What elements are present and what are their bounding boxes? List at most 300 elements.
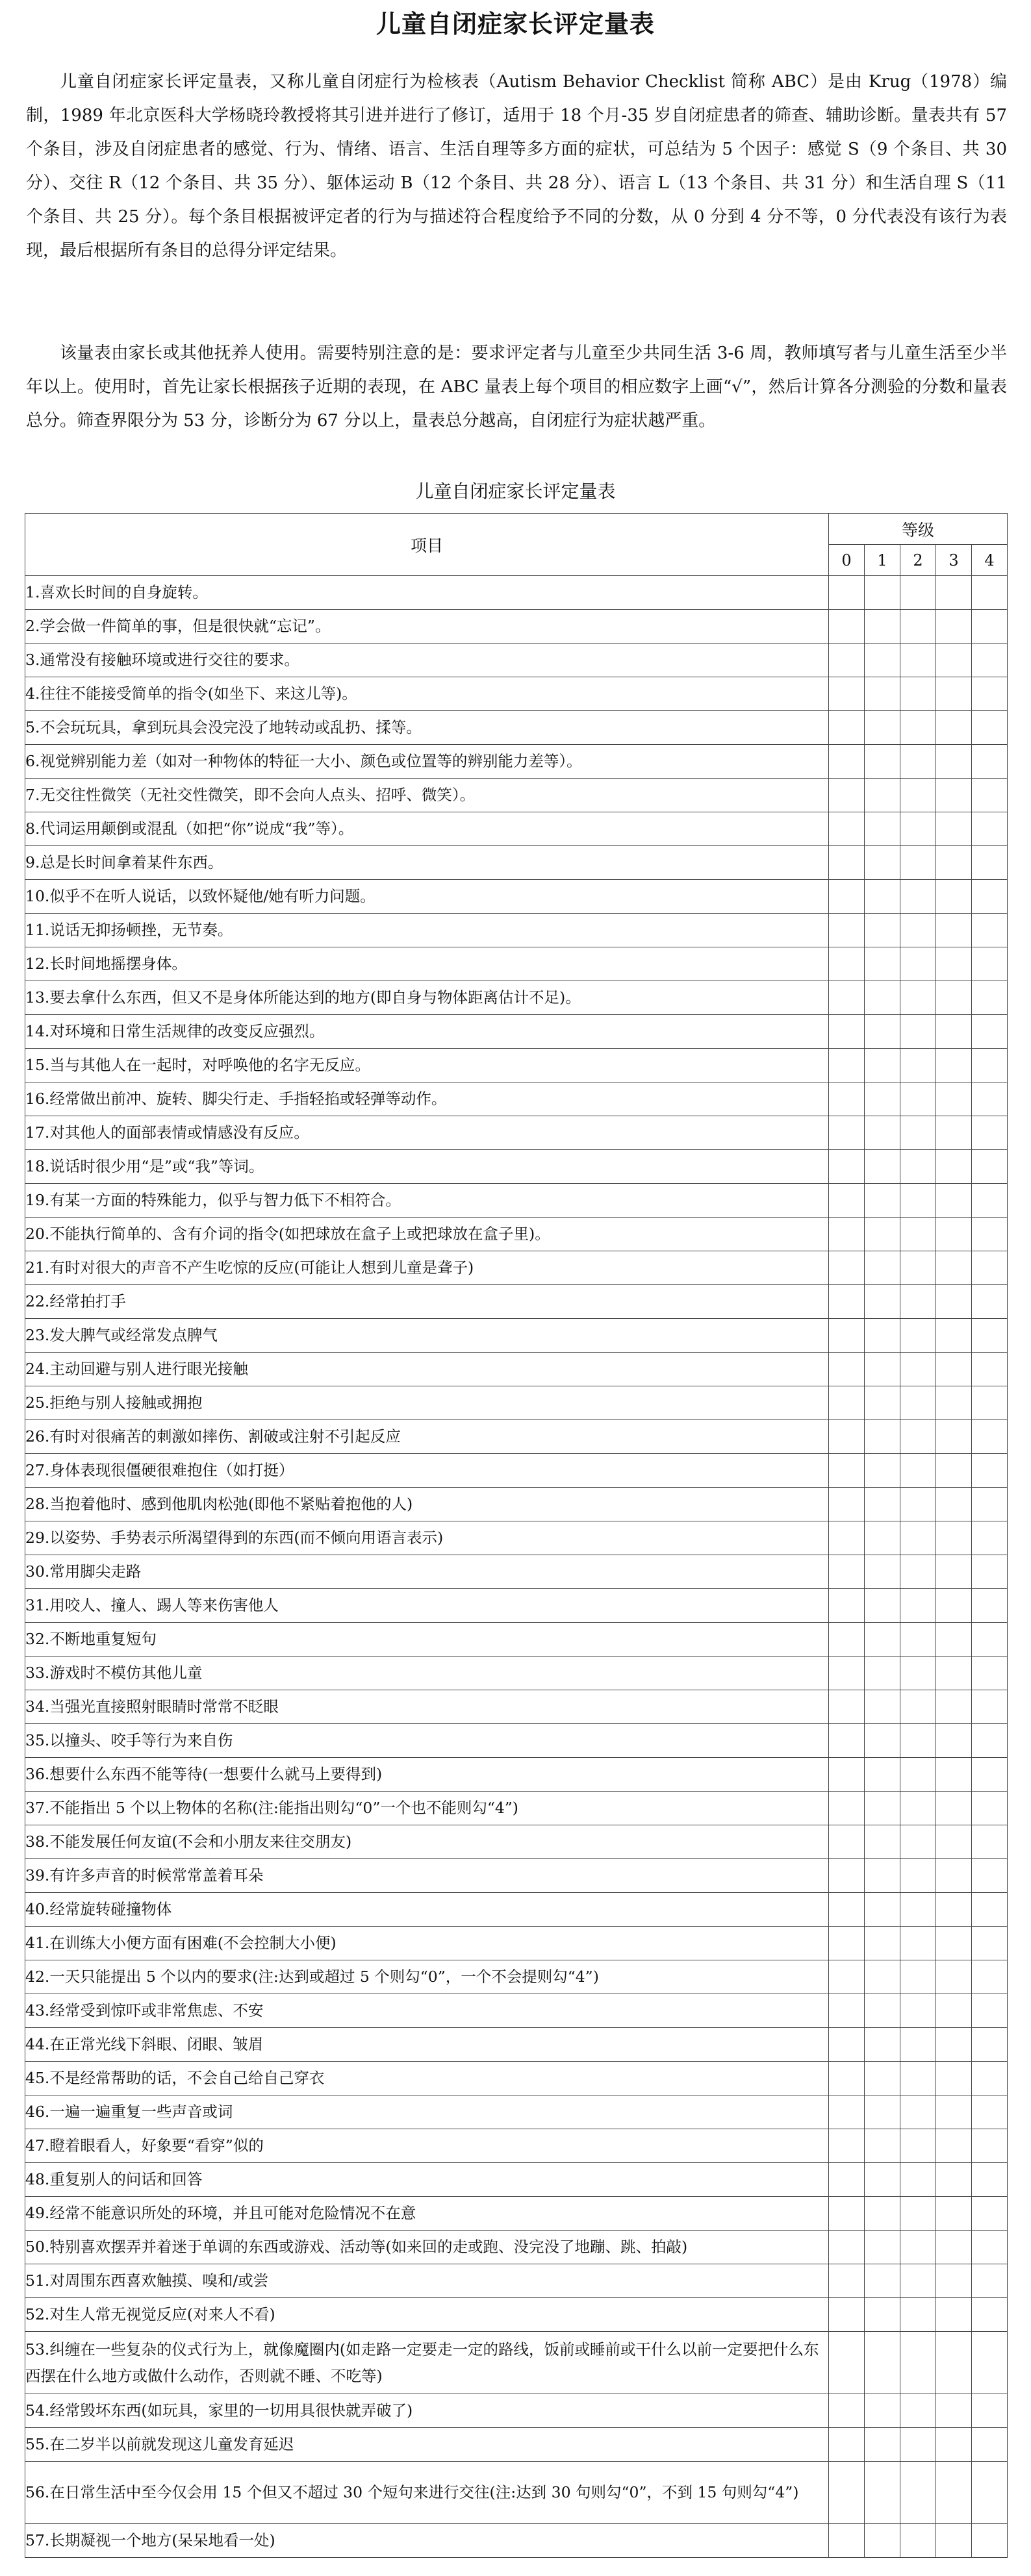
rating-cell-level-0[interactable] — [829, 2095, 865, 2129]
rating-cell-level-4[interactable] — [972, 1184, 1008, 1218]
rating-cell-level-0[interactable] — [829, 1690, 865, 1724]
rating-cell-level-2[interactable] — [900, 846, 936, 880]
item-text: 36.想要什么东西不能等待(一想要什么就马上要得到) — [25, 1758, 829, 1792]
rating-cell-level-4[interactable] — [972, 1015, 1008, 1049]
rating-cell-level-3[interactable] — [936, 1285, 972, 1319]
rating-cell-level-3[interactable] — [936, 1960, 972, 1994]
rating-cell-level-0[interactable] — [829, 1521, 865, 1555]
rating-cell-level-1[interactable] — [865, 812, 900, 846]
rating-cell-level-4[interactable] — [972, 2197, 1008, 2231]
rating-cell-level-4[interactable] — [972, 1420, 1008, 1454]
rating-cell-level-0[interactable] — [829, 2062, 865, 2095]
rating-cell-level-1[interactable] — [865, 1994, 900, 2028]
rating-cell-level-2[interactable] — [900, 1150, 936, 1184]
rating-cell-level-1[interactable] — [865, 1218, 900, 1251]
table-row — [25, 1015, 1008, 1049]
rating-cell-level-3[interactable] — [936, 880, 972, 914]
rating-cell-level-4[interactable] — [972, 610, 1008, 644]
rating-cell-level-2[interactable] — [900, 1218, 936, 1251]
rating-cell-level-4[interactable] — [972, 2524, 1008, 2558]
rating-cell-level-0[interactable] — [829, 1792, 865, 1825]
rating-cell-level-1[interactable] — [865, 846, 900, 880]
rating-cell-level-2[interactable] — [900, 1960, 936, 1994]
rating-cell-level-2[interactable] — [900, 1758, 936, 1792]
rating-cell-level-4[interactable] — [972, 1758, 1008, 1792]
rating-cell-level-3[interactable] — [936, 2197, 972, 2231]
rating-cell-level-1[interactable] — [865, 745, 900, 779]
rating-cell-level-4[interactable] — [972, 1488, 1008, 1521]
rating-cell-level-4[interactable] — [972, 2062, 1008, 2095]
rating-cell-level-1[interactable] — [865, 2264, 900, 2298]
rating-cell-level-4[interactable] — [972, 2394, 1008, 2428]
rating-cell-level-3[interactable] — [936, 2524, 972, 2558]
rating-cell-level-0[interactable] — [829, 2197, 865, 2231]
rating-cell-level-3[interactable] — [936, 2231, 972, 2264]
rating-cell-level-2[interactable] — [900, 711, 936, 745]
rating-cell-level-0[interactable] — [829, 1116, 865, 1150]
rating-cell-level-1[interactable] — [865, 2028, 900, 2062]
rating-cell-level-0[interactable] — [829, 745, 865, 779]
rating-cell-level-4[interactable] — [972, 846, 1008, 880]
rating-cell-level-0[interactable] — [829, 846, 865, 880]
rating-cell-level-4[interactable] — [972, 2428, 1008, 2462]
rating-cell-level-1[interactable] — [865, 1116, 900, 1150]
rating-cell-level-1[interactable] — [865, 677, 900, 711]
rating-cell-level-1[interactable] — [865, 1184, 900, 1218]
rating-cell-level-0[interactable] — [829, 644, 865, 677]
rating-cell-level-3[interactable] — [936, 1555, 972, 1589]
rating-cell-level-4[interactable] — [972, 1386, 1008, 1420]
rating-cell-level-3[interactable] — [936, 610, 972, 644]
rating-cell-level-3[interactable] — [936, 745, 972, 779]
rating-cell-level-0[interactable] — [829, 1454, 865, 1488]
rating-cell-level-1[interactable] — [865, 711, 900, 745]
rating-cell-level-1[interactable] — [865, 947, 900, 981]
rating-cell-level-3[interactable] — [936, 1893, 972, 1927]
rating-cell-level-2[interactable] — [900, 2095, 936, 2129]
rating-cell-level-0[interactable] — [829, 1825, 865, 1859]
rating-cell-level-2[interactable] — [900, 1657, 936, 1690]
rating-cell-level-4[interactable] — [972, 1960, 1008, 1994]
rating-cell-level-0[interactable] — [829, 677, 865, 711]
rating-cell-level-3[interactable] — [936, 2394, 972, 2428]
rating-cell-level-2[interactable] — [900, 947, 936, 981]
rating-cell-level-1[interactable] — [865, 1825, 900, 1859]
rating-scale-table — [25, 513, 1008, 2558]
rating-cell-level-4[interactable] — [972, 1521, 1008, 1555]
rating-cell-level-0[interactable] — [829, 779, 865, 812]
rating-cell-level-0[interactable] — [829, 1724, 865, 1758]
rating-cell-level-1[interactable] — [865, 1758, 900, 1792]
rating-cell-level-2[interactable] — [900, 2197, 936, 2231]
rating-cell-level-1[interactable] — [865, 644, 900, 677]
rating-cell-level-0[interactable] — [829, 1488, 865, 1521]
rating-cell-level-0[interactable] — [829, 1994, 865, 2028]
rating-cell-level-0[interactable] — [829, 812, 865, 846]
rating-cell-level-4[interactable] — [972, 2163, 1008, 2197]
rating-cell-level-0[interactable] — [829, 1082, 865, 1116]
rating-cell-level-0[interactable] — [829, 2394, 865, 2428]
rating-cell-level-3[interactable] — [936, 2062, 972, 2095]
rating-cell-level-4[interactable] — [972, 2298, 1008, 2332]
rating-cell-level-3[interactable] — [936, 1218, 972, 1251]
rating-cell-level-4[interactable] — [972, 2462, 1008, 2524]
rating-cell-level-3[interactable] — [936, 1792, 972, 1825]
item-text: 13.要去拿什么东西，但又不是身体所能达到的地方(即自身与物体距离估计不足)。 — [25, 981, 829, 1015]
rating-cell-level-1[interactable] — [865, 2062, 900, 2095]
rating-cell-level-1[interactable] — [865, 1589, 900, 1623]
table-row — [25, 1082, 1008, 1116]
rating-cell-level-0[interactable] — [829, 1218, 865, 1251]
rating-cell-level-0[interactable] — [829, 2028, 865, 2062]
rating-cell-level-4[interactable] — [972, 644, 1008, 677]
rating-cell-level-0[interactable] — [829, 711, 865, 745]
rating-cell-level-2[interactable] — [900, 644, 936, 677]
rating-cell-level-4[interactable] — [972, 1623, 1008, 1657]
rating-cell-level-3[interactable] — [936, 1116, 972, 1150]
rating-cell-level-1[interactable] — [865, 2462, 900, 2524]
rating-cell-level-3[interactable] — [936, 1825, 972, 1859]
rating-cell-level-3[interactable] — [936, 1724, 972, 1758]
rating-cell-level-2[interactable] — [900, 1893, 936, 1927]
rating-cell-level-3[interactable] — [936, 2095, 972, 2129]
rating-cell-level-1[interactable] — [865, 1960, 900, 1994]
rating-cell-level-3[interactable] — [936, 677, 972, 711]
item-text: 30.常用脚尖走路 — [25, 1555, 829, 1589]
rating-cell-level-0[interactable] — [829, 1893, 865, 1927]
rating-cell-level-1[interactable] — [865, 1657, 900, 1690]
rating-cell-level-1[interactable] — [865, 1792, 900, 1825]
rating-cell-level-3[interactable] — [936, 2129, 972, 2163]
rating-cell-level-0[interactable] — [829, 2298, 865, 2332]
rating-cell-level-2[interactable] — [900, 610, 936, 644]
rating-cell-level-2[interactable] — [900, 1049, 936, 1082]
rating-cell-level-2[interactable] — [900, 2462, 936, 2524]
rating-cell-level-0[interactable] — [829, 2428, 865, 2462]
level-2-header: 2 — [900, 545, 936, 576]
rating-cell-level-2[interactable] — [900, 2298, 936, 2332]
rating-cell-level-0[interactable] — [829, 1049, 865, 1082]
rating-cell-level-1[interactable] — [865, 2524, 900, 2558]
rating-cell-level-3[interactable] — [936, 1758, 972, 1792]
rating-cell-level-3[interactable] — [936, 1994, 972, 2028]
rating-cell-level-3[interactable] — [936, 1184, 972, 1218]
rating-cell-level-0[interactable] — [829, 1758, 865, 1792]
rating-cell-level-0[interactable] — [829, 1657, 865, 1690]
rating-cell-level-1[interactable] — [865, 1285, 900, 1319]
rating-cell-level-2[interactable] — [900, 1555, 936, 1589]
level-1-header: 1 — [865, 545, 900, 576]
rating-cell-level-2[interactable] — [900, 2332, 936, 2394]
rating-cell-level-0[interactable] — [829, 1015, 865, 1049]
rating-cell-level-0[interactable] — [829, 2163, 865, 2197]
rating-cell-level-3[interactable] — [936, 1420, 972, 1454]
rating-cell-level-4[interactable] — [972, 1082, 1008, 1116]
rating-cell-level-4[interactable] — [972, 1825, 1008, 1859]
rating-cell-level-2[interactable] — [900, 1724, 936, 1758]
rating-cell-level-3[interactable] — [936, 846, 972, 880]
rating-cell-level-4[interactable] — [972, 1589, 1008, 1623]
rating-cell-level-4[interactable] — [972, 1116, 1008, 1150]
rating-cell-level-2[interactable] — [900, 1488, 936, 1521]
rating-cell-level-3[interactable] — [936, 779, 972, 812]
rating-cell-level-1[interactable] — [865, 2163, 900, 2197]
rating-cell-level-0[interactable] — [829, 2264, 865, 2298]
rating-cell-level-1[interactable] — [865, 1454, 900, 1488]
rating-cell-level-3[interactable] — [936, 1386, 972, 1420]
rating-cell-level-2[interactable] — [900, 779, 936, 812]
rating-cell-level-1[interactable] — [865, 1623, 900, 1657]
rating-cell-level-0[interactable] — [829, 1251, 865, 1285]
rating-cell-level-1[interactable] — [865, 2298, 900, 2332]
rating-cell-level-4[interactable] — [972, 2095, 1008, 2129]
rating-cell-level-4[interactable] — [972, 2231, 1008, 2264]
rating-cell-level-4[interactable] — [972, 947, 1008, 981]
rating-cell-level-3[interactable] — [936, 2264, 972, 2298]
rating-cell-level-2[interactable] — [900, 2524, 936, 2558]
rating-cell-level-2[interactable] — [900, 1420, 936, 1454]
rating-cell-level-4[interactable] — [972, 2264, 1008, 2298]
rating-cell-level-2[interactable] — [900, 2163, 936, 2197]
rating-cell-level-3[interactable] — [936, 1015, 972, 1049]
rating-cell-level-2[interactable] — [900, 1589, 936, 1623]
table-row — [25, 1049, 1008, 1082]
rating-cell-level-4[interactable] — [972, 1657, 1008, 1690]
rating-cell-level-2[interactable] — [900, 1690, 936, 1724]
rating-cell-level-4[interactable] — [972, 1927, 1008, 1960]
rating-cell-level-4[interactable] — [972, 1150, 1008, 1184]
rating-cell-level-3[interactable] — [936, 576, 972, 610]
table-row — [25, 2028, 1008, 2062]
rating-cell-level-2[interactable] — [900, 1927, 936, 1960]
rating-cell-level-4[interactable] — [972, 1690, 1008, 1724]
rating-cell-level-2[interactable] — [900, 745, 936, 779]
rating-cell-level-1[interactable] — [865, 1690, 900, 1724]
rating-cell-level-1[interactable] — [865, 2428, 900, 2462]
rating-cell-level-4[interactable] — [972, 1251, 1008, 1285]
rating-cell-level-0[interactable] — [829, 947, 865, 981]
rating-cell-level-0[interactable] — [829, 2332, 865, 2394]
rating-cell-level-4[interactable] — [972, 1285, 1008, 1319]
rating-cell-level-4[interactable] — [972, 2129, 1008, 2163]
rating-cell-level-0[interactable] — [829, 610, 865, 644]
rating-cell-level-2[interactable] — [900, 1825, 936, 1859]
rating-cell-level-2[interactable] — [900, 1859, 936, 1893]
rating-cell-level-1[interactable] — [865, 1150, 900, 1184]
rating-cell-level-0[interactable] — [829, 1960, 865, 1994]
rating-cell-level-0[interactable] — [829, 1184, 865, 1218]
rating-cell-level-2[interactable] — [900, 880, 936, 914]
rating-cell-level-3[interactable] — [936, 2028, 972, 2062]
rating-cell-level-2[interactable] — [900, 1623, 936, 1657]
rating-cell-level-4[interactable] — [972, 1319, 1008, 1353]
rating-cell-level-1[interactable] — [865, 1859, 900, 1893]
rating-cell-level-0[interactable] — [829, 914, 865, 947]
rating-cell-level-4[interactable] — [972, 677, 1008, 711]
rating-cell-level-0[interactable] — [829, 1386, 865, 1420]
rating-cell-level-3[interactable] — [936, 1251, 972, 1285]
rating-cell-level-4[interactable] — [972, 745, 1008, 779]
rating-cell-level-4[interactable] — [972, 1454, 1008, 1488]
rating-cell-level-4[interactable] — [972, 1859, 1008, 1893]
rating-cell-level-1[interactable] — [865, 1521, 900, 1555]
rating-cell-level-2[interactable] — [900, 1353, 936, 1386]
rating-cell-level-0[interactable] — [829, 1589, 865, 1623]
rating-cell-level-1[interactable] — [865, 914, 900, 947]
rating-cell-level-0[interactable] — [829, 981, 865, 1015]
rating-cell-level-2[interactable] — [900, 576, 936, 610]
rating-cell-level-3[interactable] — [936, 812, 972, 846]
rating-cell-level-2[interactable] — [900, 1792, 936, 1825]
rating-cell-level-3[interactable] — [936, 2462, 972, 2524]
rating-cell-level-4[interactable] — [972, 1555, 1008, 1589]
rating-cell-level-0[interactable] — [829, 1150, 865, 1184]
rating-cell-level-1[interactable] — [865, 1420, 900, 1454]
rating-cell-level-3[interactable] — [936, 1859, 972, 1893]
rating-cell-level-1[interactable] — [865, 2231, 900, 2264]
rating-cell-level-2[interactable] — [900, 2428, 936, 2462]
rating-cell-level-1[interactable] — [865, 1251, 900, 1285]
rating-cell-level-2[interactable] — [900, 914, 936, 947]
rating-cell-level-4[interactable] — [972, 2028, 1008, 2062]
rating-cell-level-4[interactable] — [972, 711, 1008, 745]
rating-cell-level-1[interactable] — [865, 2394, 900, 2428]
rating-cell-level-3[interactable] — [936, 1488, 972, 1521]
intro-paragraph-1: 儿童自闭症家长评定量表，又称儿童自闭症行为检核表（Autism Behavior Checklist 简称 ABC）是由 Krug（1978）编制，1989 年北京医科大学杨晓玲教授将其引进并进行了修订，适用于 18 个月-35 岁自闭症患者的筛查、辅助诊断。量表共有 57 个条目，涉及自闭症患者的感觉、行为、情绪、语言、生活自理等多方面的症状，可总结为 5 个因子：感觉 S（9 个条目、共 30 分）、交往 R（12 个条目、共 35 分）、躯体运动 B（12 个条目、共 28 分）、语言 L（13 个条目、共 31 分）和生活自理 S（11 个条目、共 25 分）。每个条目根据被评定者的行为与描述符合程度给予不同的分数，从 0 分到 4 分不等，0 分代表没有该行为表现，最后根据所有条目的总得分评定结果。 — [26, 72, 1007, 260]
rating-cell-level-2[interactable] — [900, 2264, 936, 2298]
rating-cell-level-2[interactable] — [900, 2028, 936, 2062]
rating-cell-level-4[interactable] — [972, 812, 1008, 846]
rating-cell-level-0[interactable] — [829, 880, 865, 914]
rating-cell-level-4[interactable] — [972, 914, 1008, 947]
rating-cell-level-2[interactable] — [900, 2129, 936, 2163]
rating-cell-level-0[interactable] — [829, 2231, 865, 2264]
rating-cell-level-2[interactable] — [900, 1184, 936, 1218]
table-row — [25, 779, 1008, 812]
rating-cell-level-4[interactable] — [972, 880, 1008, 914]
rating-cell-level-3[interactable] — [936, 2428, 972, 2462]
rating-cell-level-2[interactable] — [900, 1521, 936, 1555]
rating-cell-level-4[interactable] — [972, 576, 1008, 610]
rating-cell-level-2[interactable] — [900, 1386, 936, 1420]
rating-cell-level-3[interactable] — [936, 1657, 972, 1690]
rating-cell-level-4[interactable] — [972, 1994, 1008, 2028]
rating-cell-level-4[interactable] — [972, 1353, 1008, 1386]
rating-cell-level-0[interactable] — [829, 576, 865, 610]
rating-cell-level-3[interactable] — [936, 2298, 972, 2332]
rating-cell-level-0[interactable] — [829, 1927, 865, 1960]
rating-cell-level-4[interactable] — [972, 1049, 1008, 1082]
rating-cell-level-2[interactable] — [900, 2231, 936, 2264]
rating-cell-level-1[interactable] — [865, 779, 900, 812]
rating-cell-level-4[interactable] — [972, 1792, 1008, 1825]
rating-cell-level-3[interactable] — [936, 1454, 972, 1488]
rating-cell-level-1[interactable] — [865, 576, 900, 610]
rating-cell-level-0[interactable] — [829, 1859, 865, 1893]
item-text: 43.经常受到惊吓或非常焦虑、不安 — [25, 1994, 829, 2028]
rating-cell-level-1[interactable] — [865, 1488, 900, 1521]
rating-cell-level-2[interactable] — [900, 1251, 936, 1285]
rating-cell-level-3[interactable] — [936, 947, 972, 981]
rating-cell-level-1[interactable] — [865, 2197, 900, 2231]
rating-cell-level-2[interactable] — [900, 1285, 936, 1319]
rating-cell-level-1[interactable] — [865, 2129, 900, 2163]
rating-cell-level-1[interactable] — [865, 2095, 900, 2129]
rating-cell-level-3[interactable] — [936, 1150, 972, 1184]
rating-cell-level-3[interactable] — [936, 2163, 972, 2197]
rating-cell-level-2[interactable] — [900, 981, 936, 1015]
rating-cell-level-3[interactable] — [936, 2332, 972, 2394]
rating-cell-level-2[interactable] — [900, 2394, 936, 2428]
rating-cell-level-1[interactable] — [865, 1893, 900, 1927]
rating-cell-level-3[interactable] — [936, 711, 972, 745]
rating-cell-level-1[interactable] — [865, 880, 900, 914]
rating-cell-level-1[interactable] — [865, 2332, 900, 2394]
rating-cell-level-2[interactable] — [900, 1319, 936, 1353]
rating-cell-level-3[interactable] — [936, 1353, 972, 1386]
rating-cell-level-1[interactable] — [865, 1049, 900, 1082]
rating-cell-level-2[interactable] — [900, 1454, 936, 1488]
rating-cell-level-4[interactable] — [972, 1724, 1008, 1758]
rating-cell-level-4[interactable] — [972, 1218, 1008, 1251]
rating-cell-level-3[interactable] — [936, 1589, 972, 1623]
rating-cell-level-0[interactable] — [829, 1353, 865, 1386]
rating-cell-level-1[interactable] — [865, 1386, 900, 1420]
rating-cell-level-0[interactable] — [829, 2524, 865, 2558]
rating-cell-level-3[interactable] — [936, 1623, 972, 1657]
rating-cell-level-1[interactable] — [865, 1015, 900, 1049]
rating-cell-level-2[interactable] — [900, 2062, 936, 2095]
rating-cell-level-1[interactable] — [865, 1927, 900, 1960]
rating-cell-level-3[interactable] — [936, 914, 972, 947]
rating-cell-level-2[interactable] — [900, 1116, 936, 1150]
rating-cell-level-3[interactable] — [936, 1319, 972, 1353]
rating-cell-level-2[interactable] — [900, 812, 936, 846]
rating-cell-level-3[interactable] — [936, 1690, 972, 1724]
rating-cell-level-1[interactable] — [865, 1555, 900, 1589]
rating-cell-level-0[interactable] — [829, 1623, 865, 1657]
rating-cell-level-2[interactable] — [900, 1082, 936, 1116]
rating-cell-level-4[interactable] — [972, 981, 1008, 1015]
rating-cell-level-1[interactable] — [865, 1319, 900, 1353]
rating-cell-level-2[interactable] — [900, 677, 936, 711]
rating-cell-level-0[interactable] — [829, 1285, 865, 1319]
table-row — [25, 711, 1008, 745]
rating-cell-level-4[interactable] — [972, 2332, 1008, 2394]
rating-cell-level-4[interactable] — [972, 779, 1008, 812]
rating-cell-level-1[interactable] — [865, 1353, 900, 1386]
rating-cell-level-3[interactable] — [936, 981, 972, 1015]
rating-cell-level-0[interactable] — [829, 2462, 865, 2524]
rating-cell-level-2[interactable] — [900, 1994, 936, 2028]
rating-cell-level-3[interactable] — [936, 1521, 972, 1555]
rating-cell-level-1[interactable] — [865, 1082, 900, 1116]
rating-cell-level-3[interactable] — [936, 1927, 972, 1960]
rating-cell-level-3[interactable] — [936, 644, 972, 677]
rating-cell-level-4[interactable] — [972, 1893, 1008, 1927]
table-row — [25, 2129, 1008, 2163]
rating-cell-level-1[interactable] — [865, 1724, 900, 1758]
rating-cell-level-0[interactable] — [829, 1420, 865, 1454]
rating-cell-level-2[interactable] — [900, 1015, 936, 1049]
rating-cell-level-0[interactable] — [829, 1555, 865, 1589]
rating-cell-level-3[interactable] — [936, 1049, 972, 1082]
rating-cell-level-0[interactable] — [829, 1319, 865, 1353]
rating-cell-level-3[interactable] — [936, 1082, 972, 1116]
rating-cell-level-0[interactable] — [829, 2129, 865, 2163]
rating-cell-level-1[interactable] — [865, 610, 900, 644]
rating-cell-level-1[interactable] — [865, 981, 900, 1015]
